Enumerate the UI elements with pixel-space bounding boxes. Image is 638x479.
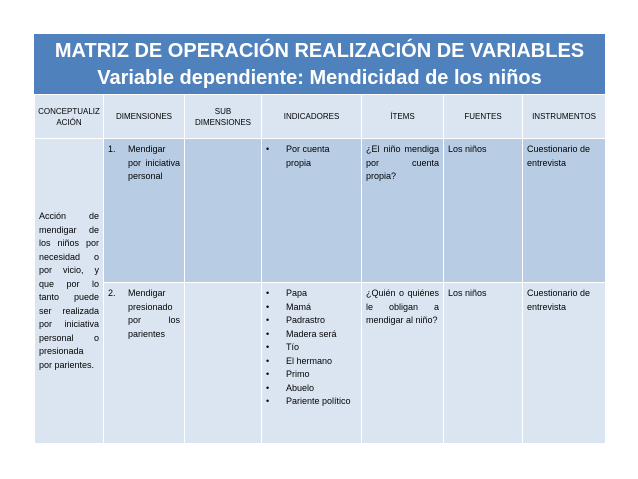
dimension-cell [104,283,185,444]
instrument-cell: Cuestionario de entrevista [523,139,606,283]
indicator-text: Mamá [286,301,312,312]
dimension-number: 1. [108,144,116,154]
bullet-icon: • [266,382,270,393]
indicator-list [266,143,357,170]
indicator-text: Primo [286,369,310,379]
conceptualization-cell: Acción de mendigar de los niños por necesidad o por vicio, y que por lo tanto puede ser realizada por iniciativa personal o presionada por parientes. [35,139,104,444]
indicator-cell [262,283,362,444]
header-dimensiones: DIMENSIONES [104,95,185,139]
title-line-2: Variable dependiente: Mendicidad de los niños [97,67,542,89]
indicator-item [266,368,357,382]
indicator-item [266,328,357,342]
dimension-cell [104,139,185,283]
indicator-text: Madera será [286,328,337,339]
dimension-number: 2. [108,288,116,298]
bullet-icon: • [266,328,270,339]
indicator-item [266,314,357,328]
indicator-text: Pariente político [286,396,351,406]
header-conceptualizacion: CONCEPTUALIZACIÓN [35,95,104,139]
header-row [35,95,606,139]
bullet-icon: • [266,144,270,154]
item-cell: ¿Quién o quiénes le obligan a mendigar al niño? [362,283,444,444]
indicator-item [266,395,357,409]
indicator-item [266,341,357,355]
item-cell: ¿El niño mendiga por cuenta propia? [362,139,444,283]
operationalization-matrix [34,94,606,444]
bullet-icon: • [266,342,270,352]
table-row [35,139,606,283]
indicator-item [266,143,357,170]
bullet-icon: • [266,315,270,325]
indicator-item [266,355,357,369]
header-indicadores: INDICADORES [262,95,362,139]
subdimension-cell [185,283,262,444]
header-instrumentos: INSTRUMENTOS [523,95,606,139]
indicator-list [266,287,357,409]
indicator-item [266,382,357,396]
indicator-text: Abuelo [286,382,315,393]
indicator-text: Padrastro [286,315,326,325]
bullet-icon: • [266,396,270,406]
header-fuentes: FUENTES [444,95,523,139]
bullet-icon: • [266,301,270,312]
bullet-icon: • [266,369,270,379]
table-row [35,283,606,444]
bullet-icon: • [266,355,270,366]
indicator-item [266,287,357,301]
indicator-text: El hermano [286,355,333,366]
source-cell: Los niños [444,283,523,444]
title-line-1: MATRIZ DE OPERACIÓN REALIZACIÓN DE VARIABLES [54,40,585,62]
indicator-text: Tío [286,342,300,352]
source-cell: Los niños [444,139,523,283]
slide-title [34,34,605,94]
dimension-text: Mendigar por iniciativa personal [128,144,180,181]
indicator-item [266,301,357,315]
indicator-cell [262,139,362,283]
instrument-cell: Cuestionario de entrevista [523,283,606,444]
indicator-text: Papa [286,288,308,298]
subdimension-cell [185,139,262,283]
header-subdimensiones: SUB DIMENSIONES [185,95,262,139]
bullet-icon: • [266,288,270,298]
header-items: ÍTEMS [362,95,444,139]
dimension-text: Mendigar presionado por los parientes [128,288,180,339]
indicator-text: Por cuenta propia [286,144,330,168]
